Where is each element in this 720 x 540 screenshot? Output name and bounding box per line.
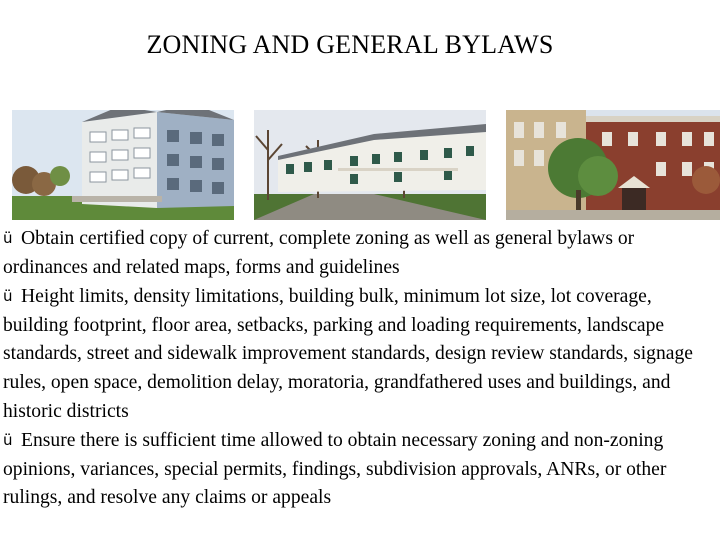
bullet-text: Ensure there is sufficient time allowed to obtain necessary zoning and non-zoning opinions, variances, special permits, findings, subdivision approvals, ANRs, or other rulings, and resolve any claims or appeals (3, 430, 667, 509)
brick-building-photo (506, 110, 720, 220)
courtyard-housing-photo (254, 110, 486, 220)
bullet-item (3, 224, 715, 282)
bullet-item (3, 426, 715, 513)
bullet-text: Obtain certified copy of current, complete zoning as well as general bylaws or ordinances and related maps, forms and guidelines (3, 228, 635, 278)
photo-strip (0, 0, 720, 230)
bullet-text: Height limits, density limitations, building bulk, minimum lot size, lot coverage, building footprint, floor area, setbacks, parking and loading requirements, landscape standards, street and sidewalk improvement standards, design review standards, signage rules, open space, demolition delay, moratoria, grandfathered uses and buildings, and historic districts (3, 286, 693, 422)
check-icon: ü (3, 287, 13, 306)
check-icon: ü (3, 229, 13, 247)
apartment-building-photo (12, 110, 234, 220)
slide-title: ZONING AND GENERAL BYLAWS (146, 30, 554, 59)
check-icon: ü (3, 431, 13, 450)
bullet-item (3, 282, 715, 426)
bullet-list (3, 224, 715, 513)
